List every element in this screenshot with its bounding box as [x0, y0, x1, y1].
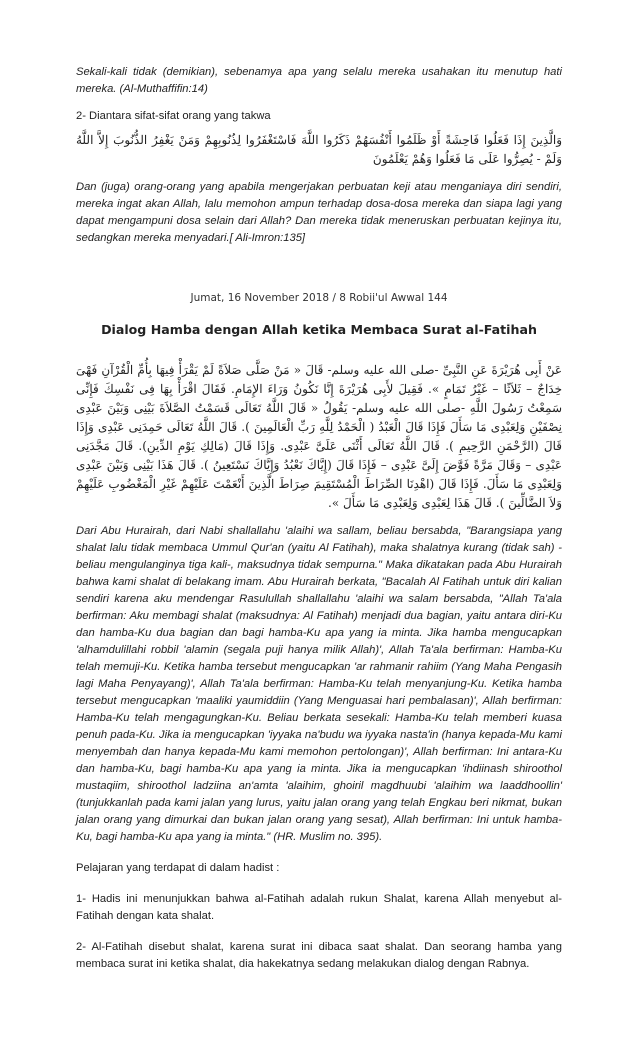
article-title: Dialog Hamba dengan Allah ketika Membaca Surat al-Fatihah [101, 322, 537, 337]
lessons-intro: Pelajaran yang terdapat di dalam hadist : [76, 862, 280, 874]
lesson-item-2: 2- Al-Fatihah disebut shalat, karena surat ini dibaca saat shalat. Dan seorang hamba yang membaca surat ini ketika shalat, dia hakekatnya sedang melakukan dialog dengan Rabnya. [76, 941, 562, 970]
point-2-heading: 2- Diantara sifat-sifat orang yang takwa [76, 110, 271, 122]
verse-translation: Dan (juga) orang-orang yang apabila mengerjakan perbuatan keji atau menganiaya diri sendiri, mereka ingat akan Allah, lalu memohon ampun terhadap dosa-dosa mereka dan siapa lagi yang dapat mengampuni dosa selain dari Allah? Dan mereka tidak meneruskan perbuatan kejinya itu, sedangkan mereka menyadari.[ Ali-Imron:135] [76, 181, 562, 244]
hadith-arabic: عَنْ أَبِى هُرَيْرَةَ عَنِ النَّبِىِّ -صلى الله عليه وسلم- قَالَ « مَنْ صَلَّى صَلاَةً لَمْ يَقْرَأْ فِيهَا بِأُمِّ الْقُرْآنِ فَهْىَ خِدَاجٌ – ثَلاَثًا – غَيْرُ تَمَامٍ ». فَقِيلَ لأَبِى هُرَيْرَةَ إِنَّا نَكُونُ وَرَاءَ الإِمَامِ. فَقَالَ اقْرَأْ بِهَا فِى نَفْسِكَ فَإِنِّى سَمِعْتُ رَسُولَ اللَّهِ -صلى الله عليه وسلم- يَقُولُ « قَالَ اللَّهُ تَعَالَى قَسَمْتُ الصَّلاَةَ بَيْنِى وَبَيْنَ عَبْدِى نِصْفَيْنِ وَلِعَبْدِى مَا سَأَلَ فَإِذَا قَالَ الْعَبْدُ ( الْحَمْدُ لِلَّهِ رَبِّ الْعَالَمِينَ ). قَالَ اللَّهُ تَعَالَى حَمِدَنِى عَبْدِى وَإِذَا قَالَ (الرَّحْمَنِ الرَّحِيمِ ). قَالَ اللَّهُ تَعَالَى أَثْنَى عَلَىَّ عَبْدِى. وَإِذَا قَالَ (مَالِكِ يَوْمِ الدِّينِ). قَالَ مَجَّدَنِى عَبْدِى – وَقَالَ مَرَّةً فَوَّضَ إِلَىَّ عَبْدِى – فَإِذَا قَالَ (إِيَّاكَ نَعْبُدُ وَإِيَّاكَ نَسْتَعِينُ ). قَالَ هَذَا بَيْنِى وَبَيْنَ عَبْدِى وَلِعَبْدِى مَا سَأَلَ. فَإِذَا قَالَ (اهْدِنَا الصِّرَاطَ الْمُسْتَقِيمَ صِرَاطَ الَّذِينَ أَنْعَمْتَ عَلَيْهِمْ غَيْرِ الْمَغْضُوبِ عَلَيْهِمْ وَلاَ الضَّالِّينَ ). قَالَ هَذَا لِعَبْدِى وَلِعَبْدِى مَا سَأَلَ ». [76, 363, 562, 510]
lesson-item-1: 1- Hadis ini menunjukkan bahwa al-Fatihah adalah rukun Shalat, karena Allah menyebut al-Fatihah dengan kata shalat. [76, 893, 562, 922]
hadith-translation: Dari Abu Hurairah, dari Nabi shallallahu 'alaihi wa sallam, beliau bersabda, "Barangsiapa yang shalat lalu tidak membaca Ummul Qur'an (yaitu Al Fatihah), maka shalatnya kurang (tidak sah) -beliau mengulanginya tiga kali-, maksudnya tidak sempurna." Maka dikatakan pada Abu Hurairah bahwa kami shalat di belakang imam. Abu Hurairah berkata, "Bacalah Al Fatihah untuk diri kalian sendiri karena aku mendengar Rasulullah shallallahu 'alaihi wa salam bersabda, "Allah Ta'ala berfirman: Aku membagi shalat (maksudnya: Al Fatihah) menjadi dua bagian, yaitu antara diri-Ku dan hamba-Ku dua bagian dan bagi hamba-Ku apa yang ia minta. Jika hamba mengucapkan 'alhamdulillahi robbil 'alamin (segala puji hanya milik Allah)', Allah Ta'ala berfirman: Hamba-Ku telah memuji-Ku. Ketika hamba tersebut mengucapkan 'ar rahmanir rahiim (Yang Maha Pengasih lagi Maha Penyayang)', Allah Ta'ala berfirman: Hamba-Ku telah menyanjung-Ku. Ketika hamba tersebut mengucapkan 'maaliki yaumiddiin (Yang Menguasai hari pembalasan)', Allah berfirman: Hamba-Ku telah mengagungkan-Ku. Beliau berkata sesekali: Hamba-Ku telah memberi kuasa penuh pada-Ku. Jika ia mengucapkan 'iyyaka na'budu wa iyyaka nasta'in (hanya kepada-Mu kami menyembah dan hanya kepada-Mu kami memohon pertolongan)', Allah berfirman: Ini antara-Ku dan hamba-Ku, bagi hamba-Ku apa yang ia minta. Jika ia mengucapkan 'ihdiinash shiroothol mustaqiim, shiroothol ladziina an'amta 'alaihim, ghoiril magdhuubi 'alaihim wa laaddhoollin' (tunjukkanlah pada kami jalan yang lurus, yaitu jalan orang yang telah Engkau beri nikmat, bukan jalan orang yang dimurkai dan bukan jalan orang yang sesat), Allah berfirman: Ini untuk hamba-Ku, bagi hamba-Ku apa yang ia minta." (HR. Muslim no. 395). [76, 525, 562, 843]
quote-translation: Sekali-kali tidak (demikian), sebenamya apa yang selalu mereka usahakan itu menutup hati mereka. (Al-Muthaffifin:14) [76, 66, 562, 95]
arabic-verse: وَالَّذِينَ إِذَا فَعَلُوا فَاحِشَةً أَوْ ظَلَمُوا أَنْفُسَهُمْ ذَكَرُوا اللَّهَ فَاسْتَغْفَرُوا لِذُنُوبِهِمْ وَمَنْ يَغْفِرُ الذُّنُوبَ إِلاَّ اللَّهُ وَلَمْ - يُصِرُّوا عَلَى مَا فَعَلُوا وَهُمْ يَعْلَمُونَ [76, 133, 562, 166]
dateline: Jumat, 16 November 2018 / 8 Robii'ul Awwal 144 [190, 292, 448, 304]
